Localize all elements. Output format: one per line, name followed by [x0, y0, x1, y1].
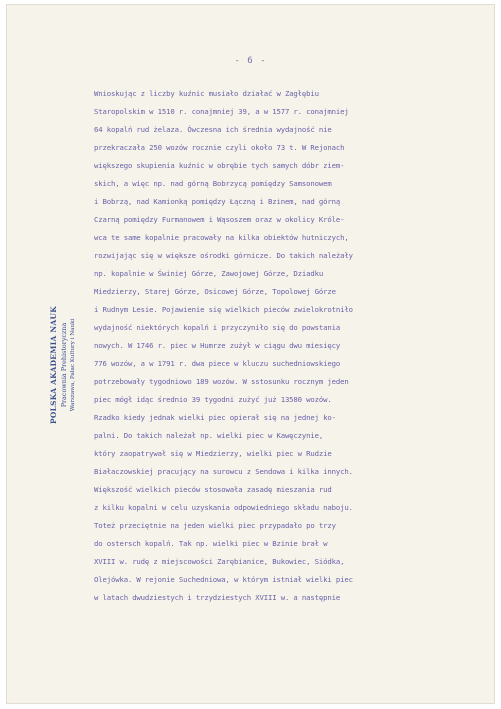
- text-line: z kilku kopalni w celu uzyskania odpowiedniego składu naboju.: [94, 503, 353, 512]
- text-line: przekraczała 250 wozów rocznie czyli około 73 t. W Rejonach: [94, 143, 345, 152]
- text-line: potrzebowały tygodniowo 189 wozów. W sstosunku rocznym jeden: [94, 377, 349, 386]
- text-line: Wnioskując z liczby kuźnic musiało działać w Zagłębiu: [94, 89, 319, 98]
- text-line: Staropolskim w 1510 r. conajmniej 39, a w 1577 r. conajmniej: [94, 107, 349, 116]
- text-line: np. kopalnie w Świniej Górze, Zawojowej Górze, Dziadku: [94, 269, 324, 278]
- institution-stamp: [48, 300, 92, 430]
- text-line: piec mógł idąc średnio 39 tygodni zużyć już 13580 wozów.: [94, 395, 332, 404]
- text-line: większego skupienia kuźnic w obrębie tych samych dóbr ziem-: [94, 161, 345, 170]
- page-number: - 6 -: [234, 56, 267, 66]
- stamp-line-1: POLSKA AKADEMIA NAUK: [49, 306, 58, 424]
- text-line: rozwijając się w większe ośrodki górnicze. Do takich należały: [94, 251, 353, 260]
- text-line: 776 wozów, a w 1791 r. dwa piece w kluczu suchedniowskiego: [94, 359, 341, 368]
- text-line: palni. Do takich należał np. wielki piec w Kawęczynie,: [94, 431, 324, 440]
- stamp-line-2: Pracownia Prehistoryczna: [60, 322, 68, 408]
- text-line: w latach dwudziestych i trzydziestych XVIII w. a następnie: [94, 593, 341, 602]
- text-line: wca te same kopalnie pracowały na kilka obiektów hutniczych,: [94, 233, 349, 242]
- text-line: skich, a więc np. nad górną Bobrzycą pomiędzy Samsonowem: [94, 179, 332, 188]
- stamp-line-3: Warszawa, Pałac Kultury i Nauki: [70, 318, 76, 412]
- text-line: nowych. W 1746 r. piec w Humrze zużył w ciągu dwu miesięcy: [94, 341, 341, 350]
- text-line: Olejówka. W rejonie Suchedniowa, w którym istniał wielki piec: [94, 575, 353, 584]
- text-line: i Bobrzą, nad Kamionką pomiędzy Łączną i Bzinem, nad górną: [94, 197, 341, 206]
- text-line: Czarną pomiędzy Furmanowem i Wąsoszem oraz w okolicy Króle-: [94, 215, 345, 224]
- text-line: 64 kopalń rud żelaza. Ówczesna ich średnia wydajność nie: [94, 125, 332, 134]
- text-line: wydajność niektórych kopalń i przyczyniło się do powstania: [94, 323, 341, 332]
- text-line: Rzadko kiedy jednak wielki piec opierał się na jednej ko-: [94, 413, 336, 422]
- text-line: XVIII w. rudę z miejscowości Zarębianice, Bukowiec, Siódka,: [94, 557, 345, 566]
- text-line: Białaczowskiej pracujący na surowcu z Sendowa i kilka innych.: [94, 467, 353, 476]
- text-line: i Rudnym Lesie. Pojawienie się wielkich pieców zwielokrotniło: [94, 305, 353, 314]
- text-line: do ostersch kopalń. Tak np. wielki piec w Bzinie brał w: [94, 539, 328, 548]
- text-line: który zaopatrywał się w Miedzierzy, wielki piec w Rudzie: [94, 449, 332, 458]
- text-line: Miedzierzy, Starej Górze, Osicowej Górze, Topolowej Górze: [94, 287, 336, 296]
- text-line: Większość wielkich pieców stosowała zasadę mieszania rud: [94, 485, 332, 494]
- text-line: Toteż przeciętnie na jeden wielki piec przypadało po trzy: [94, 521, 336, 530]
